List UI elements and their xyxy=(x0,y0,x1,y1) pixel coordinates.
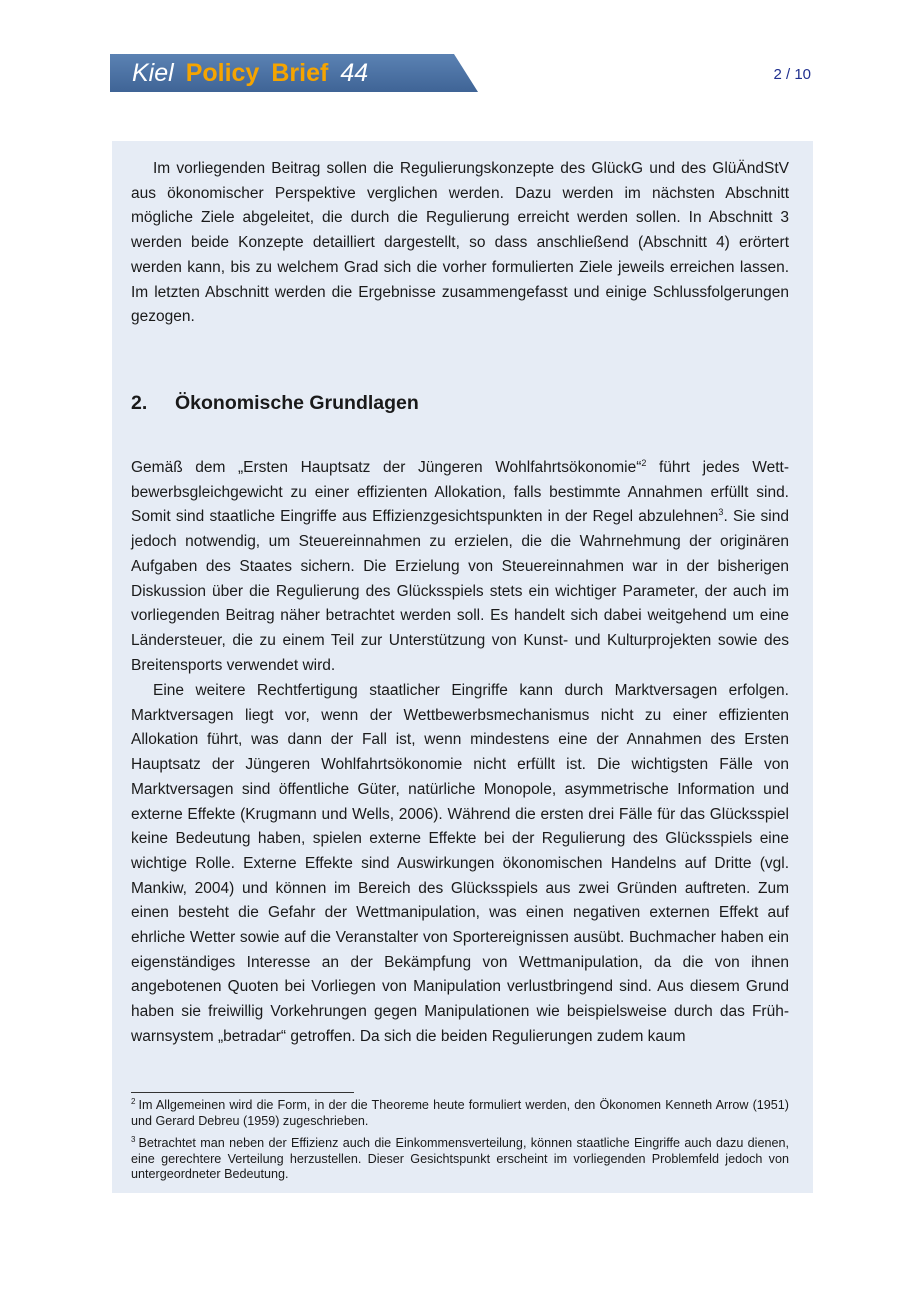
intro-paragraph: Im vorliegenden Beitrag sollen die Regulierungskonzepte des GlückG und des GlüÄndStV aus ökonomischer Perspektive verglichen werden. Dazu werden im nächsten Abschnitt mögliche Ziele abgeleitet, die durch die Regulierung erreicht werden sollen. In Abschnitt 3 werden beide Konzepte detailliert dargestellt, so dass anschließend (Abschnitt 4) erörtert werden kann, bis zu welchem Grad sich die vorher formulierten Ziele jeweils erreichen lassen. Im letzten Abschnitt werden die Ergebnisse zusammengefasst und einige Schlussfolgerungen gezogen. xyxy=(131,160,789,326)
footnote-separator xyxy=(131,1092,354,1093)
para1-part-a: Gemäß dem „Ersten Hauptsatz der Jüngeren Wohlfahrtsökonomie“ xyxy=(131,459,642,476)
footnote-mark-3: 3 xyxy=(131,1135,136,1144)
title-word-brief: Brief xyxy=(271,59,329,87)
footnote-ref-2[interactable]: 2 xyxy=(641,458,647,468)
section-number: 2. xyxy=(131,392,148,414)
section-heading xyxy=(131,392,419,415)
footnote-3-text: Betrachtet man neben der Effizienz auch die Einkommensverteilung, können staatliche Eingriffe auch dazu dienen, eine gerechtere Verteilung herzustellen. Dieser Gesichtspunkt erscheint im vorliegenden Problemfeld jedoch von untergeordneter Bedeutung. xyxy=(131,1136,789,1181)
section-title: Ökonomische Grundlagen xyxy=(175,392,419,414)
body-paragraph-1 xyxy=(131,456,789,678)
footnote-2 xyxy=(131,1098,789,1129)
footnote-3 xyxy=(131,1136,789,1183)
body-paragraph-2: Eine weitere Rechtfertigung staatlicher Eingriffe kann durch Marktversagen erfolgen. Marktversagen liegt vor, wenn der Wettbewerbsmechanismus nicht zu einer effizienten Allokation führt, was dann der Fall ist, wenn mindestens eine der Annahmen des Ersten Hauptsatz der Jüngeren Wohlfahrtsökonomie nicht erfüllt ist. Die wichtigsten Fälle von Marktversagen sind öffentliche Güter, natürliche Monopole, asymmetrische Information und externe Effekte (Krugmann und Wells, 2006). Während die ersten drei Fälle für das Glücksspiel keine Bedeutung haben, spielen externe Effekte bei der Regulierung des Glücksspiels eine wichtige Rolle. Externe Effekte sind Auswirkungen ökonomischen Handelns auf Dritte (vgl. Mankiw, 2004) und können im Bereich des Glücksspiels aus zwei Gründen auftreten. Zum einen besteht die Gefahr der Wettmanipulation, was einen negativen externen Effekt auf ehrliche Wetter sowie auf die Veranstalter von Sportereignissen ausübt. Buchmacher haben ein eigenständiges Interesse an der Bekämpfung von Wettmanipulation, da die von ihnen angebotenen Quoten bei Vorliegen von Manipulation verlustbringend sind. Aus diesem Grund haben sie freiwillig Vorkehrungen gegen Manipulationen wie beispielsweise durch das Frühwarnsystem „betradar“ getroffen. Da sich die beiden Regulierungen zudem kaum xyxy=(131,682,789,1045)
title-word-policy: Policy xyxy=(185,59,260,87)
footnote-mark-2: 2 xyxy=(131,1097,136,1106)
title-word-kiel: Kiel xyxy=(132,59,174,87)
footnote-ref-3[interactable]: 3 xyxy=(718,507,724,518)
para1-part-b: führt jedes Wettbewerbsgleichgewicht zu einer effizienten Allokation, falls bestimmte Annahmen erfüllt sind. Somit sind staatliche Eingriffe aus Effizienzgesichtspunkten in der Regel abzulehnen xyxy=(131,459,789,526)
issue-number: 44 xyxy=(340,59,369,87)
page-number: 2 / 10 xyxy=(773,66,811,83)
footnote-2-text: Im Allgemeinen wird die Form, in der die Theoreme heute formuliert werden, den Ökonomen Kenneth Arrow (1951) und Gerard Debreu (1959) zugeschrieben. xyxy=(131,1098,789,1128)
publication-title xyxy=(132,57,368,89)
para1-part-c: . Sie sind jedoch notwendig, um Steuereinnahmen zu erzielen, die die Wahrnehmung der originären Aufgaben des Staates sichern. Die Erzielung von Steuereinnahmen war in der bisherigen Diskussion über die Regulierung des Glücksspiels stets ein wichtiger Parameter, der auch im vorliegenden Beitrag näher betrachtet werden soll. Es handelt sich dabei weitgehend um eine Ländersteuer, die zu einem Teil zur Unterstützung von Kunst- und Kulturprojekten sowie des Breitensports verwendet wird. xyxy=(131,508,789,674)
